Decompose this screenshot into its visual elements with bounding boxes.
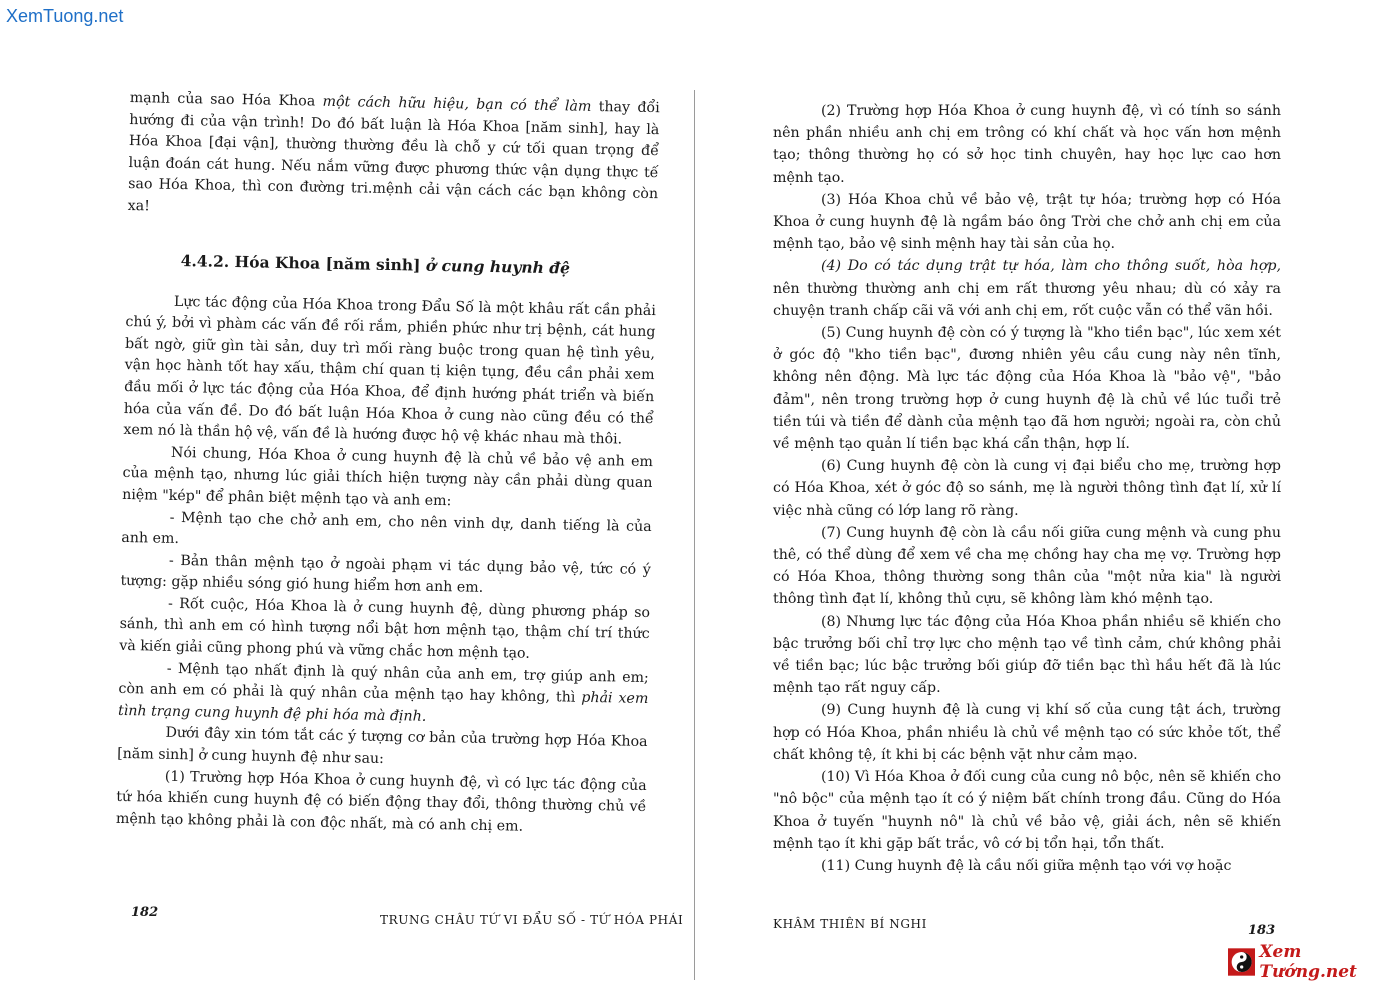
item-11: (11) Cung huynh đệ là cầu nối giữa mệnh tạo với vợ hoặc [821, 857, 1232, 874]
yin-yang-icon [1228, 947, 1255, 977]
paragraph-3: Dưới đây xin tóm tắt các ý tượng cơ bản của trường hợp Hóa Khoa [năm sinh] ở cung huynh đệ như sau: [117, 725, 648, 768]
item-5: (5) Cung huynh đệ còn có ý tượng là "kho tiền bạc", lúc xem xét ở góc độ "kho tiền bạc", đương nhiên yêu cầu cung này nên tĩnh, không nên động. Mà lực tác động của Hóa Khoa là "bảo vệ", "bảo đảm", nên trong trường hợp ở cung huynh đệ là chủ về lúc tuổi trẻ tiền túi và tiền để dành của mệnh tạo đã hơn người; ngoài ra, còn chủ về mệnh tạo quản lí tiền bạc khá cẩn thận, hợp lí. [773, 325, 1281, 453]
paragraph-4: (1) Trường hợp Hóa Khoa ở cung huynh đệ, vì có lực tác động của tứ hóa khiến cung huynh đệ có biến động thay đổi, thông thường chủ về mệnh tạo không phải là con độc nhất, mà có anh chị em. [115, 768, 647, 835]
item-7: (7) Cung huynh đệ còn là cầu nối giữa cung mệnh và cung phu thê, có thể dùng để xem về cha mẹ chồng hay cha mẹ vợ. Trường hợp có Hóa Khoa, thông thường song thân của "một nửa kia" là người thông tình đạt lí, không thủ cựu, sẽ không làm khó mệnh tạo. [773, 524, 1281, 608]
bullet-1: - Mệnh tạo che chở anh em, cho nên vinh dự, danh tiếng là của anh em. [121, 509, 652, 548]
section-heading: 4.4.2. Hóa Khoa [năm sinh] ở cung huynh đệ [180, 250, 571, 278]
item-3: (3) Hóa Khoa chủ về bảo vệ, trật tự hóa; trường hợp có Hóa Khoa ở cung huynh đệ là ngầm báo ông Trời che chở anh chị em của mệnh tạo, bảo vệ sinh mệnh hay tài sản của họ. [773, 191, 1281, 253]
page-number-left: 182 [131, 905, 159, 920]
intro-paragraph: mạnh của sao Hóa Khoa một cách hữu hiệu, bạn có thể làm thay đổi hướng đi của vận trình! Do đó bất luận là Hóa Khoa [năm sinh], hay là Hóa Khoa [đại vận], thường thường đều là chỗ y cứ tối quan trọng để luận đoán cát hung. Nếu nắm vững được phương thức vận dụng thực tế sao Hóa Khoa, thì con đường tri.mệnh cải vận cách các bạn không còn xa! [127, 89, 660, 215]
item-10: (10) Vì Hóa Khoa ở đối cung của cung nô bộc, nên sẽ khiến cho "nô bộc" của mệnh tạo ít có ý niệm bất chính trong đầu. Cũng do Hóa Khoa ở tuyến "huynh nô" là chủ về bảo vệ, giải ách, nên sẽ khiến mệnh tạo ít khi gặp bất trắc, vô cớ bị tổn hại, tổn thất. [773, 769, 1281, 852]
item-6: (6) Cung huynh đệ còn là cung vị đại biểu cho mẹ, trường hợp có Hóa Khoa, xét ở góc độ so sánh, mẹ là người thông tình đạt lí, xử lí việc nhà cũng có lớp lang rõ ràng. [773, 458, 1281, 519]
paragraph-1: Lực tác động của Hóa Khoa trong Đẩu Số là một khâu rất cần phải chú ý, bởi vì phàm các vấn đề rối rắm, phiền phức như trị bệnh, cát hung bất ngờ, giữ gìn tài sản, duy trì mối ràng buộc trong quan hệ tình yêu, vận học hành tốt hay xấu, thậm chí quan tị kiện tụng, đều cần phải xem đầu mối ở lực tác động của Hóa Khoa, để định hướng phát triển và biến hóa của vấn đề. Do đó bất luận Hóa Khoa ở cung nào cũng đều có thể xem nó là thần hộ vệ, vấn đề là hướng được hộ vệ khác nhau mà thôi. [123, 293, 656, 448]
item-2: (2) Trường hợp Hóa Khoa ở cung huynh đệ, vì có tính so sánh nên phần nhiều anh chị em trông có khí chất và học vấn hơn mệnh tạo; thông thường họ có sở học tinh chuyên, hay học lực cao hơn mệnh tạo. [773, 103, 1281, 186]
site-watermark: XemTuong.net [6, 6, 124, 26]
running-footer-left: TRUNG CHÂU TỨ VI ĐẨU SỐ - TỨ HÓA PHÁI [380, 913, 684, 927]
site-logo [1228, 942, 1392, 982]
bullet-3: - Rốt cuộc, Hóa Khoa là ở cung huynh đệ, dùng phương pháp so sánh, thì anh em có hình tượng nổi bật hơn mệnh tạo, thậm chí trí thức và kiến giải cũng phong phú và vững chắc hơn mệnh tạo. [119, 595, 651, 662]
bullet-2: - Bản thân mệnh tạo ở ngoài phạm vi tác dụng bảo vệ, tức có ý tượng: gặp nhiều sóng gió hung hiểm hơn anh em. [120, 552, 652, 597]
left-page [116, 88, 660, 840]
right-page [773, 100, 1281, 877]
paragraph-2: Nói chung, Hóa Khoa ở cung huynh đệ là chủ về bảo vệ anh em của mệnh tạo, nhưng lúc giải thích hiện tượng này cần phải dùng quan niệm "kép" để phân biệt mệnh tạo và anh em: [122, 444, 654, 510]
item-4: (4) Do có tác dụng trật tự hóa, làm cho thông suốt, hòa hợp, nên thường thường anh chị em rất thương yêu nhau; dù có xảy ra chuyện tranh chấp cãi vã với anh chị em, rốt cuộc vẫn có thể vãn hồi. [773, 258, 1281, 319]
book-spine [694, 90, 695, 980]
logo-text: Xem Tướng.net [1259, 942, 1357, 982]
running-footer-right: KHÂM THIÊN BÍ NGHI [773, 917, 927, 931]
page-number-right: 183 [1248, 923, 1276, 938]
bullet-4: - Mệnh tạo nhất định là quý nhân của anh em, trợ giúp anh em; còn anh em có phải là quý nhân của mệnh tạo hay không, thì phải xem tình trạng cung huynh đệ phi hóa mà định. [117, 660, 649, 725]
item-9: (9) Cung huynh đệ là cung vị khí số của cung tật ách, trường hợp có Hóa Khoa, phần nhiều là chủ về mệnh tạo có sức khỏe tốt, thể chất không tệ, ít khi bị các bệnh vặt như cảm mạo. [773, 702, 1281, 763]
item-8: (8) Nhưng lực tác động của Hóa Khoa phần nhiều sẽ khiến cho bậc trưởng bối chỉ trợ lực cho mệnh tạo về tình cảm, chứ không phải về tiền bạc; lúc bậc trưởng bối giúp đỡ tiền bạc thì hầu hết đã là lúc mệnh tạo rất nguy cấp. [773, 613, 1281, 697]
